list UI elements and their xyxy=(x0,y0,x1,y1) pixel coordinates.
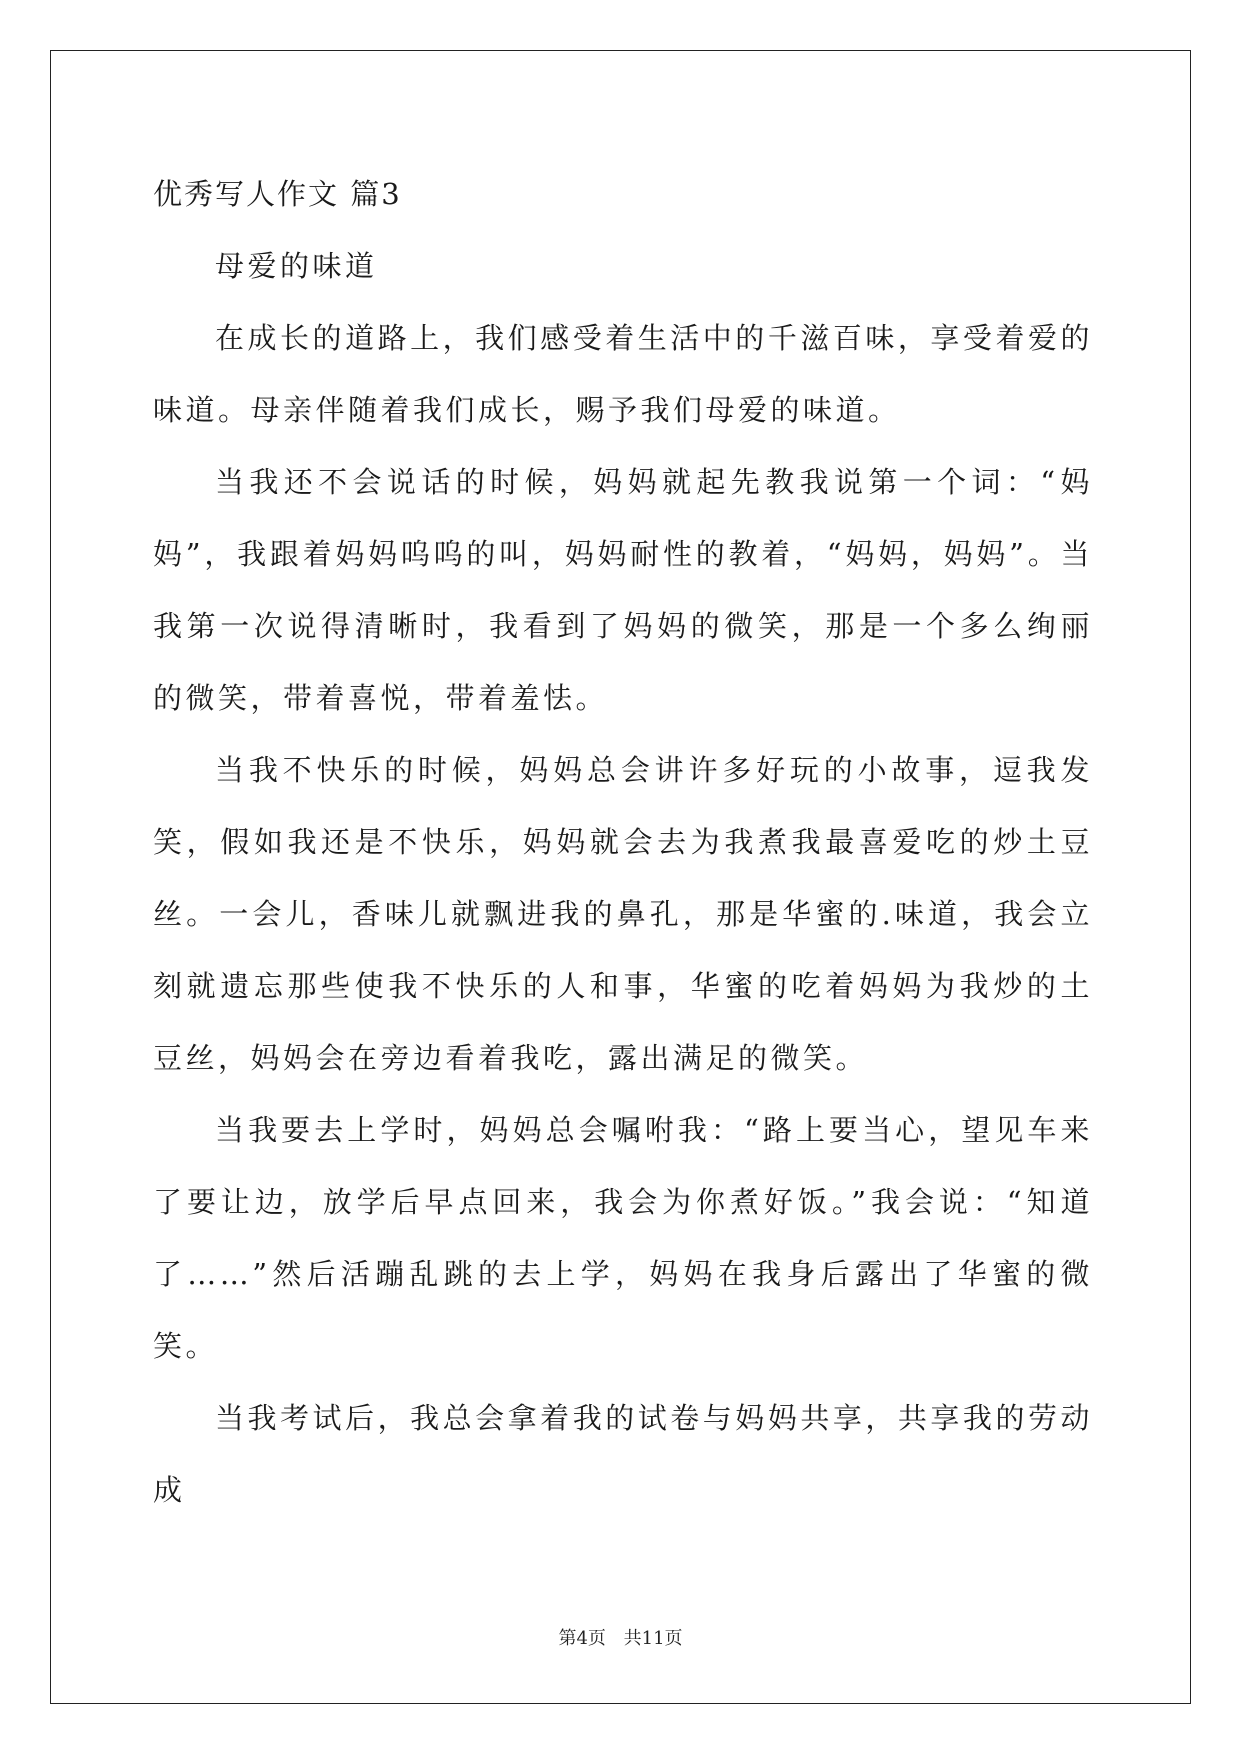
page-total: 共11页 xyxy=(623,1628,683,1649)
section-heading: 优秀写人作文 篇3 xyxy=(153,177,402,211)
paragraph: 当我还不会说话的时候，妈妈就起先教我说第一个词：“妈妈”，我跟着妈妈呜呜的叫，妈妈耐性的教着，“妈妈，妈妈”。当我第一次说得清晰时，我看到了妈妈的微笑，那是一个多么绚丽的微笑，带着喜悦，带着羞怯。 xyxy=(153,465,1093,715)
essay-title: 母爱的味道 xyxy=(215,249,378,283)
paragraph: 在成长的道路上，我们感受着生活中的千滋百味，享受着爱的味道。母亲伴随着我们成长，赐予我们母爱的味道。 xyxy=(153,321,1093,427)
paragraph: 当我要去上学时，妈妈总会嘱咐我：“路上要当心，望见车来了要让边，放学后早点回来，我会为你煮好饭。”我会说：“知道了……”然后活蹦乱跳的去上学，妈妈在我身后露出了华蜜的微笑。 xyxy=(153,1113,1093,1363)
document-body xyxy=(153,158,1093,1526)
page-number: 第4页 xyxy=(558,1628,606,1649)
paragraph: 当我考试后，我总会拿着我的试卷与妈妈共享，共享我的劳动成 xyxy=(153,1401,1093,1507)
page-footer xyxy=(0,1624,1241,1650)
paragraph: 当我不快乐的时候，妈妈总会讲许多好玩的小故事，逗我发笑，假如我还是不快乐，妈妈就会去为我煮我最喜爱吃的炒土豆丝。一会儿，香味儿就飘进我的鼻孔，那是华蜜的.味道，我会立刻就遗忘那些使我不快乐的人和事，华蜜的吃着妈妈为我炒的土豆丝，妈妈会在旁边看着我吃，露出满足的微笑。 xyxy=(153,753,1093,1075)
